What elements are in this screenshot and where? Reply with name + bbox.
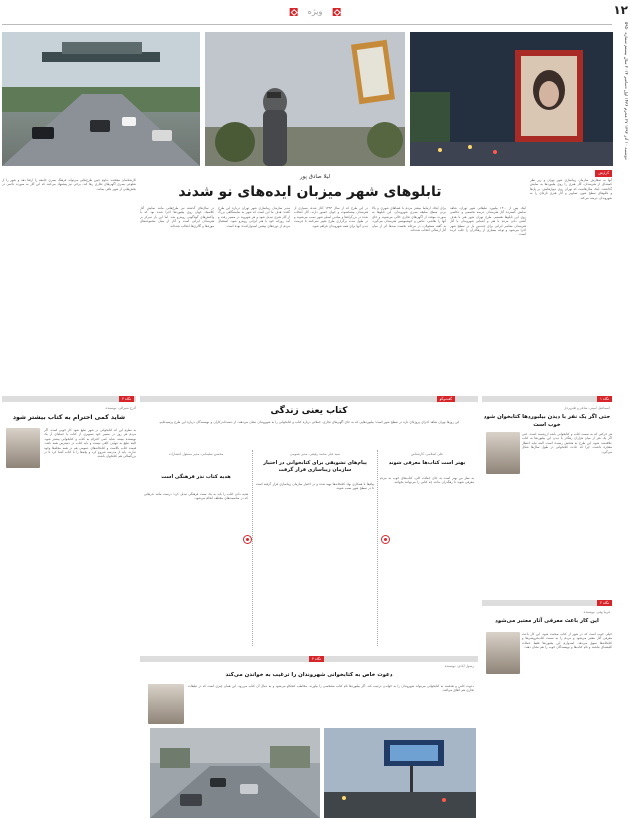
header-divider (2, 24, 612, 25)
section-tag (290, 6, 341, 18)
feature-title: دعوت خاص به کتابخوانی شهروندان را ترغیب به خواندن می‌کند (225, 672, 393, 678)
feature-byline: رسول آبادی، نویسنده (444, 664, 474, 668)
photo-highway-tunnel (2, 32, 200, 166)
article-column: برای ایجاد ارتباط بیشتر مردم با فضاهای شهری و بالا بردن سطح سلیقه بصری شهروندان، این تابلوها به صورت موقت از آگهی‌های تجاری خالی می‌شوند و جای آنها را نقاشی، عکس و خوشنویسی هنرمندان می‌گیرد. به گفته مسئولان، در مرحله نخست صدها اثر از میان آثار ارسالی انتخاب شده‌اند. (372, 206, 446, 233)
photo-man-billboard (205, 32, 405, 166)
feature-body: هر حرکتی که به سمت کتاب و کتابخوانی باشد ارزشمند است. حتی اگر یک نفر از میان هزاران رهگذر با دیدن این بیلبوردها به کتاب علاقه‌مند شود، این طرح به هدفش رسیده است. البته نباید انتظار معجزه داشت، چرا که عادت کتابخوانی در طول سال‌ها شکل می‌گیرد. (522, 432, 612, 454)
interview-title: پیام‌های تشویقی برای کتابخوانی در اختیار سازمان زیباسازی قرار گرفت (263, 460, 367, 474)
article-column: اینک پس از ۱۳۰۰ بیلبورد تبلیغاتی شهر تهران، شاهد نمایش گسترده آثار هنرمندان عرصه تجسمی و عکاسی روی این تابلوها هستیم. طرح تهران شهر هنر با هدف آشتی دادن مردم با هنر و آشنایی شهروندان با آثار هنرمندان معاصر ایرانی برای چندمین بار در سطح شهر اجرا می‌شود و توجه بسیاری از رهگذران را جلب کرده است. (450, 206, 526, 237)
article-column: در سال‌های گذشته نیز طرح‌هایی مانند نمایش آثار کلاسیک جهان روی بیلبوردها اجرا شده بود که با واکنش‌های گوناگونی روبه‌رو شد. اما این بار تمرکز بر هنرمندان ایرانی است و آثار از میان مجموعه‌های موزه‌ها و گالری‌ها انتخاب شده‌اند. (140, 206, 214, 228)
column-divider (377, 450, 378, 646)
feature-tag: نگاه ۴ (309, 656, 324, 662)
interview-byline: علی اسلامی، کارشناس (410, 452, 444, 456)
interview-body: پیام‌ها با همکاری نهاد کتابخانه‌ها تهیه شده و در اختیار سازمان زیباسازی قرار گرفته است تا در سطح شهر نصب شوند. (256, 482, 374, 491)
section-marker-icon (290, 8, 298, 16)
photo-rainy-street (150, 728, 320, 818)
article-lead: آنها به سفارش سازمان زیباسازی شهر تهران و زیر نظر کمیته‌ای از هنرمندان، آثار هنری را روی بیلبوردها به نمایش گذاشتند. اینک سال‌هاست که تهران روی دیوارهایش، بر پل‌ها و تابلوهای سطح شهر، تصاویر و آثار هنری تازه‌ای را به شهروندان عرضه می‌کند. (530, 178, 612, 200)
article-kicker: گزارش (595, 170, 612, 177)
feature-body: به نظرم این که کتابخوانی در شهر تبلیغ شود کار خوبی است. اگر مردم هر روز در مسیر خود تصویری از کتاب یا جمله‌ای از یک نویسنده ببینند، شاید کمی احترام به کتاب و کتابخوانی بیشتر شود. البته تبلیغ به تنهایی کافی نیست و باید کتاب در دسترس همه باشد. قیمت کتاب بالاست و کتابخانه‌های عمومی هم در همه محله‌ها وجود ندارند. باید از مدرسه شروع کرد و بچه‌ها را با کتاب آشنا کرد تا در بزرگسالی هم کتابخوان باشند. (44, 428, 136, 459)
section-bar (482, 600, 612, 606)
night-billboard-illustration (410, 32, 613, 166)
feature-tag: گفت‌وگو (437, 396, 455, 402)
feature-body: دعوت خاص و هدفمند به کتابخوانی می‌تواند شهروندان را به خواندن ترغیب کند. اگر بیلبوردها نام کتاب مشخصی را بیاورند، مخاطب کنجکاو می‌شود و به دنبال آن کتاب می‌رود. این همان چیزی است که در تبلیغات تجاری هم اتفاق می‌افتد. (188, 684, 474, 693)
interview-title: هدیه کتاب نذر فرهنگی است (161, 474, 231, 480)
highway-illustration (2, 32, 200, 166)
interview-title: بهتر است کتاب‌ها معرفی شوند (388, 460, 466, 466)
page-number: ۱۲ (613, 3, 628, 17)
feature-tag: نگاه ۳ (119, 396, 134, 402)
section-bar (482, 396, 612, 402)
article-column: مدیر سازمان زیباسازی شهر تهران درباره این طرح گفت: هدف ما این است که شهر به نمایشگاهی بزرگ از آثار هنری تبدیل شود و هر شهروند در مسیر رفت و آمد روزانه خود با هنر ایرانی روبه‌رو شود. استقبال مردم از دوره‌های پیشین امیدوارکننده بوده است. (218, 206, 290, 228)
billboard-dusk-illustration (324, 728, 476, 818)
photo-billboard-dusk (324, 728, 476, 818)
rainy-street-illustration (150, 728, 320, 818)
section-name: ویژه (307, 7, 323, 16)
feature-byline: فریبا وفی، نویسنده (583, 610, 610, 614)
feature-byline: آذرخ شیرالی، نویسنده (105, 406, 136, 410)
feature-title: کتاب یعنی زندگی (270, 406, 348, 416)
author-portrait (148, 684, 184, 724)
article-author: لیلا صادق پور (299, 174, 331, 180)
section-bar (2, 396, 136, 402)
interview-body: هدیه دادن کتاب را باید به یک سنت فرهنگی تبدیل کرد؛ درست مانند نذرهایی که در مناسبت‌های مختلف انجام می‌شود. (144, 492, 248, 501)
article-headline: تابلوهای شهر میزبان ایده‌های نو شدند (178, 184, 442, 200)
feature-body: خیلی خوب است که در شهر از کتاب صحبت شود. این کار باعث معرفی آثار معتبر می‌شود و مردم را به سمت کتاب‌فروشی‌ها و کتابخانه‌ها سوق می‌دهد. امیدوارم این بیلبوردها فقط جملات کلیشه‌ای نباشند و نام کتاب‌ها و نویسندگان خوب را هم نشان دهند. (522, 632, 612, 650)
feature-title: حتی اگر یک نفر با دیدن بیلبوردها کتابخوان شود خوب است (483, 414, 611, 428)
section-marker-icon (332, 8, 340, 16)
interview-byline: سید علی محمد رفیعی، مدیر عمومی (290, 452, 340, 456)
feature-intro: این روزها تهران شاهد اجرای پروژه‌ای تازه در سطح شهر است؛ بیلبوردهایی که به جای آگهی‌های تجاری، جملاتی درباره کتاب و کتابخوانی را به شهروندان نشان می‌دهند. از دست‌اندرکاران و نویسندگان درباره این طرح پرسیده‌ایم. (158, 420, 460, 424)
article-column: کارشناسان معتقدند تداوم چنین طرح‌هایی می‌تواند فرهنگ بصری جامعه را ارتقا دهد و شهر را از شلوغی بصری آگهی‌های تجاری رها کند. برخی نیز پیشنهاد می‌کنند که این آثار به صورت دائمی در بخش‌هایی از شهر باقی بمانند. (2, 178, 136, 191)
feature-title: این کار باعث معرفی آثار معتبر می‌شود (495, 618, 599, 624)
feature-tag: نگاه ۲ (597, 600, 612, 606)
article-column: در این طرح که از سال ۱۳۹۳ آغاز شده، بسیاری از هنرمندان پیشکسوت و جوان حضور دارند. آثار انتخاب شده در بزرگراه‌ها و میادین اصلی شهر نصب می‌شوند و در طول مدت برگزاری طرح تغییر نمی‌کنند تا فرصت دیدن آنها برای همه شهروندان فراهم شود. (294, 206, 368, 228)
column-divider (252, 450, 253, 646)
feature-tag: نگاه ۱ (597, 396, 612, 402)
feature-byline: اسماعیل امینی، شاعر و طنزپرداز (563, 406, 610, 410)
photo-portrait-billboard-night (410, 32, 613, 166)
page-header (0, 0, 630, 24)
interview-body: به نظر من بهتر است به جای جملات کلی، کتاب‌های خوب به مردم معرفی شوند تا رهگذران بدانند چه کتابی را می‌توانند بخوانند. (380, 476, 474, 485)
section-bar (140, 396, 478, 402)
street-illustration (205, 32, 405, 166)
feature-title: شاید کمی احترام به کتاب بیشتر شود (12, 414, 126, 421)
interview-byline: محسن سلیمانی، مدیر مسئول انتشارات (168, 452, 224, 456)
date-line: دوشنبه ۱۰ آذر ۱۳۹۳ ۲۷ محرم ۱۴۳۶ اول دسامبر ۲۰۱۴ سال بیستم شماره ۵۹۵۰ (624, 22, 629, 160)
